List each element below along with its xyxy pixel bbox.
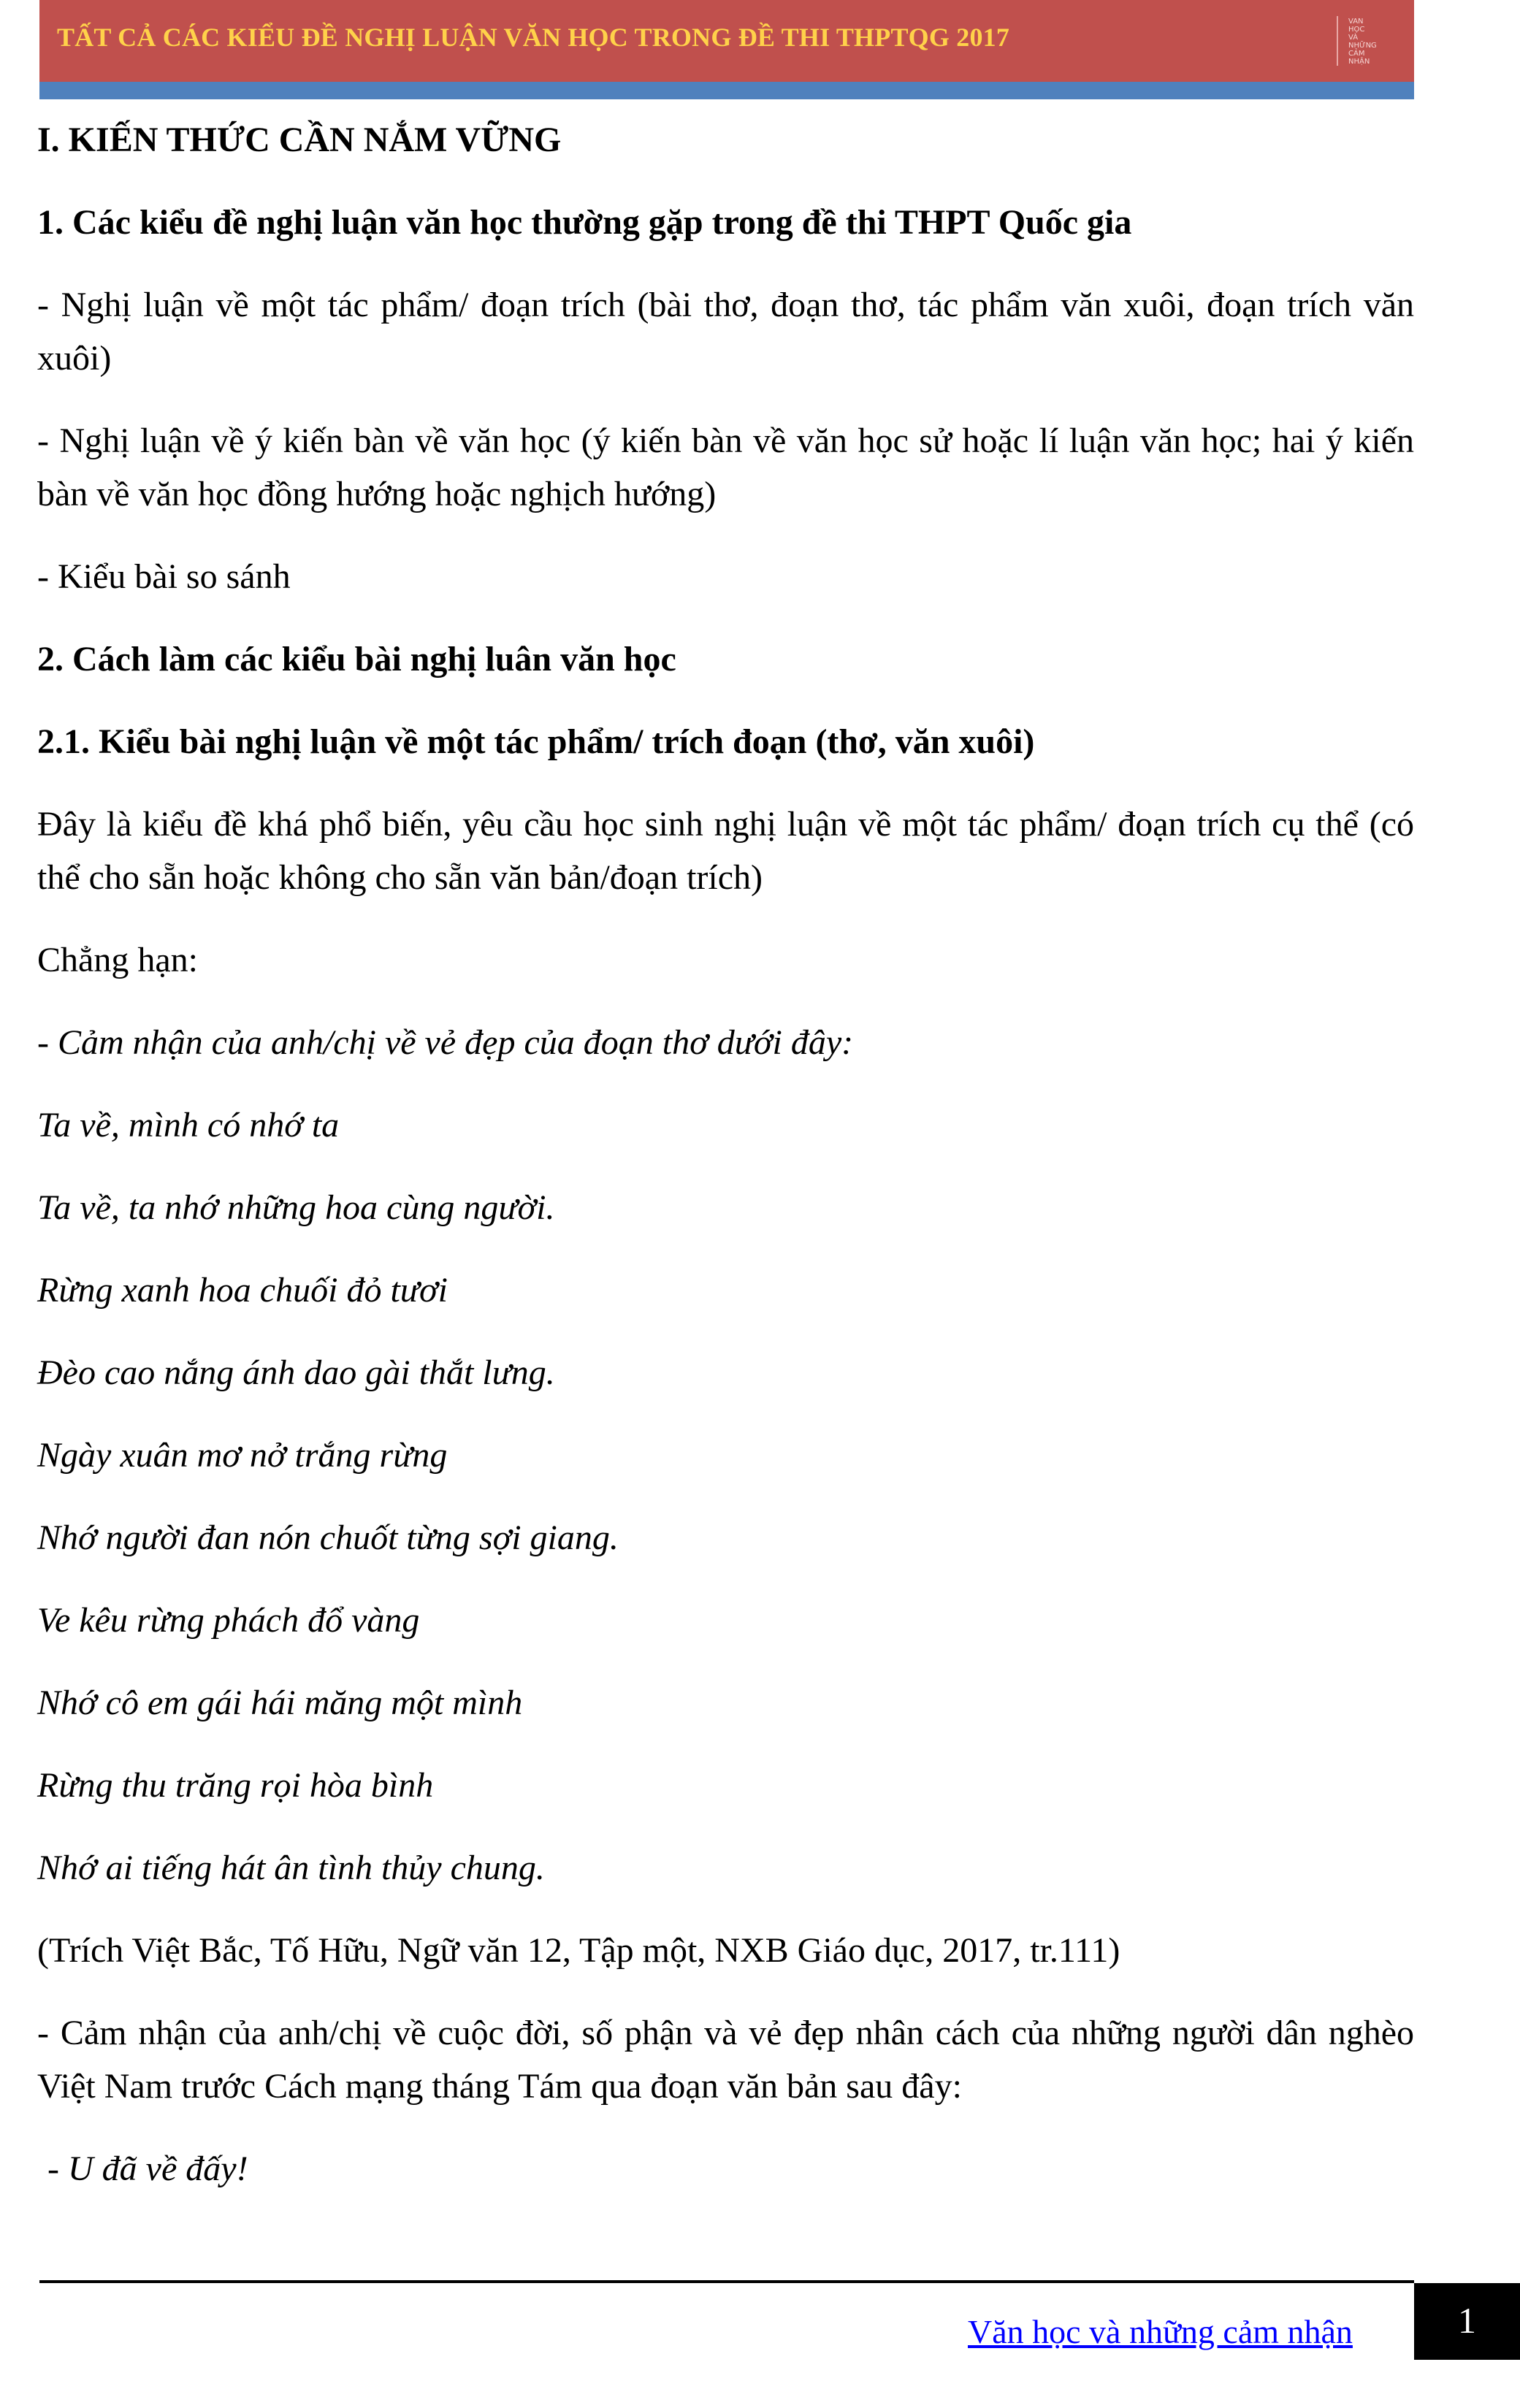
- example-prompt: - Cảm nhận của anh/chị về vẻ đẹp của đoạn thơ dưới đây:: [37, 1023, 854, 1062]
- poem-line: Ve kêu rừng phách đổ vàng: [37, 1601, 420, 1640]
- intro-paragraph: Đây là kiểu đề khá phổ biến, yêu cầu học sinh nghị luận về một tác phẩm/ đoạn trích cụ thể (có thể cho sẵn hoặc không cho sẵn văn bản/đoạn trích): [37, 805, 1414, 897]
- subsection-heading-1: 1. Các kiểu đề nghị luận văn học thường gặp trong đề thi THPT Quốc gia: [37, 203, 1132, 242]
- page-number-box: [1414, 2283, 1520, 2360]
- poem-line: Đèo cao nắng ánh dao gài thắt lưng.: [37, 1353, 555, 1392]
- logo-line: VAN: [1348, 18, 1364, 26]
- poem-line: Ta về, mình có nhớ ta: [37, 1106, 340, 1144]
- page-number: 1: [1458, 2300, 1476, 2341]
- poem-line: Ta về, ta nhớ những hoa cùng người.: [37, 1188, 555, 1227]
- bullet-item: - Kiểu bài so sánh: [37, 557, 291, 596]
- poem-line: Nhớ ai tiếng hát ân tình thủy chung.: [37, 1849, 545, 1887]
- logo-line: VÀ: [1348, 34, 1359, 42]
- header-logo: [1337, 16, 1385, 66]
- subsection-heading-2-1: 2.1. Kiểu bài nghị luận về một tác phẩm/ trích đoạn (thơ, văn xuôi): [37, 722, 1035, 761]
- poem-line: Ngày xuân mơ nở trắng rừng: [37, 1436, 448, 1475]
- poem-citation: (Trích Việt Bắc, Tố Hữu, Ngữ văn 12, Tập một, NXB Giáo dục, 2017, tr.111): [37, 1931, 1120, 1970]
- quote-line: - U đã về đấy!: [47, 2149, 248, 2188]
- poem-line: Nhớ người đan nón chuốt từng sợi giang.: [37, 1518, 619, 1557]
- example-label: Chẳng hạn:: [37, 941, 198, 979]
- document-body: [37, 113, 1414, 2225]
- logo-line: NHỮNG: [1348, 42, 1377, 50]
- header-accent-bar: [39, 82, 1414, 99]
- poem-line: Nhớ cô em gái hái măng một mình: [37, 1683, 523, 1722]
- bullet-item: - Nghị luận về một tác phẩm/ đoạn trích (bài thơ, đoạn thơ, tác phẩm văn xuôi, đoạn trích văn xuôi): [37, 286, 1414, 378]
- logo-line: HỌC: [1348, 26, 1365, 34]
- example-prompt: - Cảm nhận của anh/chị về cuộc đời, số phận và vẻ đẹp nhân cách của những người dân nghèo Việt Nam trước Cách mạng tháng Tám qua đoạn văn bản sau đây:: [37, 2014, 1414, 2106]
- subsection-heading-2: 2. Cách làm các kiểu bài nghị luân văn học: [37, 640, 676, 679]
- poem-line: Rừng xanh hoa chuối đỏ tươi: [37, 1271, 448, 1310]
- bullet-item: - Nghị luận về ý kiến bàn về văn học (ý kiến bàn về văn học sử hoặc lí luận văn học; hai ý kiến bàn về văn học đồng hướng hoặc nghịch hướng): [37, 421, 1414, 513]
- logo-line: CẢM: [1348, 50, 1365, 58]
- header-title: TẤT CẢ CÁC KIỂU ĐỀ NGHỊ LUẬN VĂN HỌC TRONG ĐỀ THI THPTQG 2017: [57, 23, 1010, 52]
- logo-line: NHẬN: [1348, 58, 1370, 66]
- section-heading: I. KIẾN THỨC CẦN NẮM VỮNG: [37, 121, 562, 159]
- footer-divider: [39, 2280, 1414, 2283]
- footer-link[interactable]: Văn học và những cảm nhận: [968, 2313, 1353, 2350]
- poem-line: Rừng thu trăng rọi hòa bình: [37, 1766, 434, 1805]
